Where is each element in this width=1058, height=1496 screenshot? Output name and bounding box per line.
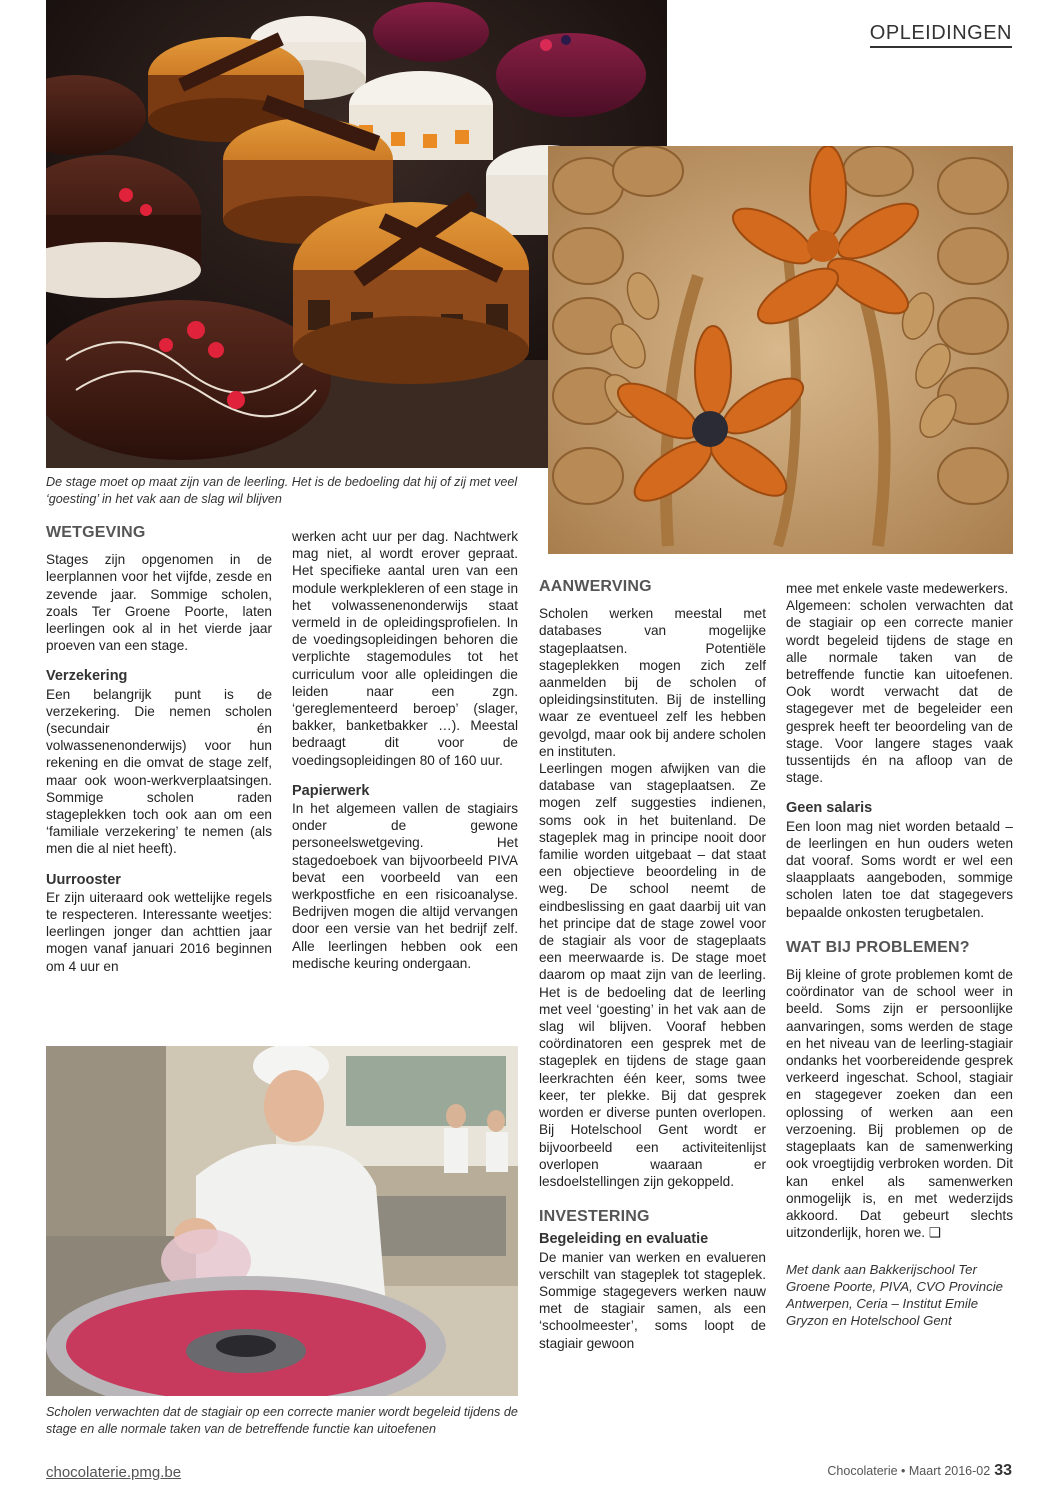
paragraph: Een belangrijk punt is de verzekering. Die nemen scholen (secundair én volwassenenonderwijs) voor hun rekening en die omvat de stage zelf, maar ook woon-werkverplaatsingen. Sommige scholen raden stageplekken toch ook aan om een ‘familiale verzekering’ te nemen (als men die al niet heeft). [46,686,272,857]
end-mark-icon: ❑ [928,1225,941,1241]
paragraph: mee met enkele vaste medewerkers. [786,581,1009,596]
bread-art-illustration [548,146,1013,554]
paragraph: Algemeen: scholen verwachten dat de stagiair op een correcte manier wordt begeleid tijdens de stage en alle normale taken van de betreffende functie kan uitoefenen. Ook wordt verwacht dat de stagegever met de begeleider een gesprek heeft ter beoordeling van de stage. Voor langere stages vaak tussentijds én na afloop van de stage. [786,598,1013,786]
paragraph: Stages zijn opgenomen in de leerplannen voor het vijfde, zesde en zevende jaar. Sommige scholen, zoals Ter Groene Poorte, laten leerlingen ook al in het vierde jaar proeven van een stage. [46,552,272,654]
paragraph: werken acht uur per dag. Nachtwerk mag niet, al wordt erover gepraat. Het specifieke aantal uren van een module werkplekleren of een stage in het volwassenenonderwijs staat vermeld in de opleidingsprofielen. In de voedingsopleidingen behoren die verplichte stagemodules tot het curriculum voor alle opleidingen die leiden naar een zgn. ‘gereglementeerd beroep’ (slager, bakker, banketbakker …). Meestal bedraagt dit voor de voedingsopleidingen 80 of 160 uur. [292,529,518,768]
column-2 [292,528,518,972]
paragraph [786,966,1013,1241]
photo-student-kitchen [46,1046,518,1396]
caption-student: Scholen verwachten dat de stagiair op een correcte manier wordt begeleid tijdens de stage en alle normale taken van de betreffende functie kan uitoefenen [46,1405,518,1436]
subheading-papierwerk: Papierwerk [292,782,370,799]
magazine-name: Chocolaterie • Maart 2016-02 [827,1464,991,1478]
heading-wat-bij-problemen: WAT BIJ PROBLEMEN? [786,938,970,956]
page-number: 33 [994,1462,1012,1479]
heading-aanwerving: AANWERVING [539,578,652,595]
column-4 [786,580,1013,1329]
paragraph: In het algemeen vallen de stagiairs onder de gewone personeelswetgeving. Het stagedoeboek van bijvoorbeeld PIVA bevat een voorbeeld van een werkpostfiche en een risicoanalyse. Bedrijven mogen die altijd vervangen door een versie van het bedrijf zelf. Alle leerlingen hebben ook een medische keuring ondergaan. [292,801,518,971]
column-3 [539,578,766,1352]
photo-bread-art [548,146,1013,554]
paragraph: Leerlingen mogen afwijken van die database van stageplaatsen. Ze mogen zelf suggesties indienen, soms ook in het buitenland. De stageplek mag in principe nooit door familie worden uitgebaat – dat staat een objectieve beoordeling in de weg. De school neemt de eindbeslissing en gaat daarbij uit van het principe dat de stage zowel voor de stagiair als voor de stageplaats een meerwaarde is. De stage moet daarom op maat zijn van de leerling. Het is de bedoeling dat de leerling met veel ‘goesting’ in het vak aan de slag wil blijven. Vooraf hebben coördinatoren een gesprek met de stageplek en tijdens de stage gaan leerkrachten één keer, soms twee keer, ter plekke. Bij dat gesprek worden er diverse punten overlopen. Bij Hotelschool Gent wordt er bijvoorbeeld een activiteitenlijst overlopen waaraan er lesdoelstellingen zijn gekoppeld. [539,761,766,1189]
subheading-geen-salaris: Geen salaris [786,800,873,817]
heading-wetgeving: WETGEVING [46,524,146,541]
section-tag: OPLEIDINGEN [870,22,1012,48]
heading-investering: INVESTERING [539,1208,650,1226]
credits: Met dank aan Bakkerijschool Ter Groene Poorte, PIVA, CVO Provincie Antwerpen, Ceria – Institut Emile Gryzon en Hotelschool Gent [786,1262,1003,1329]
column-1 [46,524,272,975]
subheading-begeleiding: Begeleiding en evaluatie [539,1231,709,1248]
caption-pastries: De stage moet op maat zijn van de leerling. Het is de bedoeling dat hij of zij met veel ‘goesting’ in het vak aan de slag wil blijven [46,475,518,506]
student-kitchen-illustration [46,1046,518,1396]
subheading-uurrooster: Uurrooster [46,871,121,888]
subheading-verzekering: Verzekering [46,668,128,685]
footer-magazine-info [827,1462,1012,1480]
paragraph: De manier van werken en evalueren verschilt van stageplek tot stageplek. Sommige stagegevers werken nauw met de stagiair samen, als een ‘schoolmeester’, soms loopt de stagiair gewoon [539,1249,766,1351]
footer-website-link[interactable]: chocolaterie.pmg.be [46,1464,182,1481]
paragraph: Een loon mag niet worden betaald – de leerlingen en hun ouders weten dat vooraf. Soms wordt er wel een slaapplaats aangeboden, sommige scholen laten toe dat stagegevers bepaalde onkosten terugbetalen. [786,818,1013,920]
paragraph: Scholen werken meestal met databases van mogelijke stageplaatsen. Potentiële stageplekken mogen zich zelf aanmelden bij de scholen of opleidingsinstituten. Bij de instelling waar ze eventueel zelf les hebben gevolgd, maar ook bij andere scholen en instituten. [539,606,766,759]
paragraph: Er zijn uiteraard ook wettelijke regels te respecteren. Interessante weetjes: leerlingen jonger dan achttien jaar mogen vanaf januari 2016 beginnen om 4 uur en [46,889,272,974]
paragraph-text: Bij kleine of grote problemen komt de coördinator van de school weer in beeld. Soms zijn er persoonlijke aanvaringen, soms werden de stage en het niveau van de leerling-stagiair ondanks het voorbereidende gesprek verkeerd ingeschat. School, stagiair en stagegever zoeken dan een oplossing of werken aan een verzoening. Bij problemen op de stageplaats kan de samenwerking ook vroegtijdig verbroken worden. Dit kan enkel als samenwerken onmogelijk is, en met wederzijds akkoord. Dat gebeurt slechts uitzonderlijk, horen we. [786,967,1013,1241]
